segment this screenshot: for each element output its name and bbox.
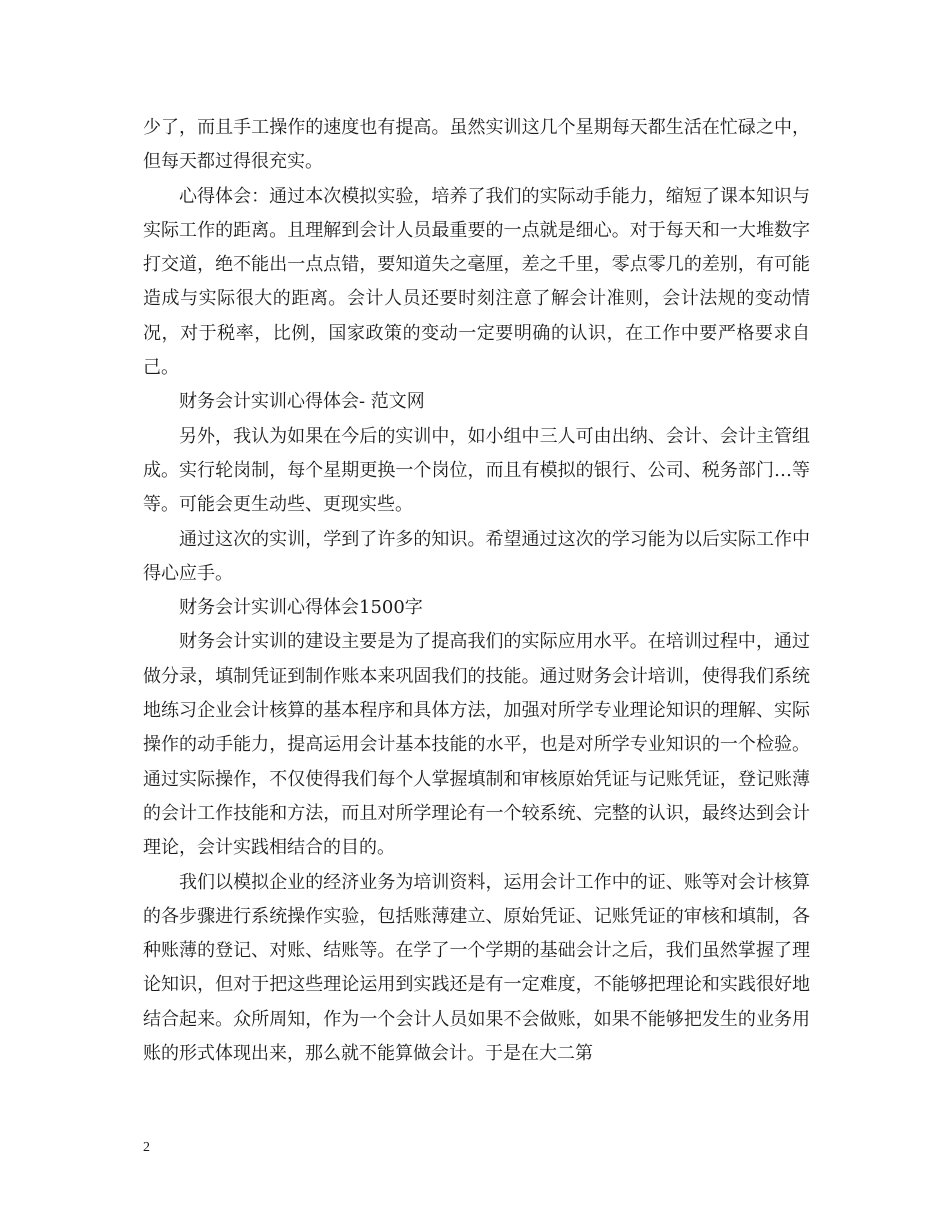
section-title-fanwenwang: 财务会计实训心得体会- 范文网 <box>179 391 425 413</box>
section-title-1500: 财务会计实训心得体会1500字 <box>179 597 423 619</box>
page-number: 2 <box>143 1140 150 1155</box>
paragraph-training-purpose: 财务会计实训的建设主要是为了提高我们的实际应用水平。在培训过程中，通过做分录，填制凭证到制作账本来巩固我们的技能。通过财务会计培训，使得我们系统地练习企业会计核算的基本程序和具体方法，加强对所学专业理论知识的理解、实际操作的动手能力，提高运用会计基本技能的水平，也是对所学专业知识的一个检验。通过实际操作，不仅使得我们每个人掌握填制和审核原始凭证与记账凭证，登记账薄的会计工作技能和方法，而且对所学理论有一个较系统、完整的认识，最终达到会计理论，会计实践相结合的目的。 <box>143 631 810 859</box>
paragraph-simulation: 我们以模拟企业的经济业务为培训资料，运用会计工作中的证、账等对会计核算的各步骤进行系统操作实验，包括账薄建立、原始凭证、记账凭证的审核和填制，各种账薄的登记、对账、结账等。在学了一个学期的基础会计之后，我们虽然掌握了理论知识，但对于把这些理论运用到实践还是有一定难度，不能够把理论和实践很好地结合起来。众所周知，作为一个会计人员如果不会做账，如果不能够把发生的业务用账的形式体现出来，那么就不能算做会计。于是在大二第 <box>143 871 810 1065</box>
paragraph-suggestion: 另外，我认为如果在今后的实训中，如小组中三人可由出纳、会计、会计主管组成。实行轮岗制，每个星期更换一个岗位，而且有模拟的银行、公司、税务部门…等等。可能会更生动些、更现实些。 <box>143 425 810 516</box>
paragraph-continuation: 少了，而且手工操作的速度也有提高。虽然实训这几个星期每天都生活在忙碌之中，但每天都过得很充实。 <box>143 117 810 173</box>
document-body <box>143 111 810 1071</box>
paragraph-reflection: 心得体会：通过本次模拟实验，培养了我们的实际动手能力，缩短了课本知识与实际工作的距离。且理解到会计人员最重要的一点就是细心。对于每天和一大堆数字打交道，绝不能出一点点错，要知道失之毫厘，差之千里，零点零几的差别，有可能造成与实际很大的距离。会计人员还要时刻注意了解会计准则，会计法规的变动情况，对于税率，比例，国家政策的变动一定要明确的认识，在工作中要严格要求自己。 <box>143 185 810 379</box>
paragraph-conclusion: 通过这次的实训，学到了许多的知识。希望通过这次的学习能为以后实际工作中得心应手。 <box>143 528 810 584</box>
